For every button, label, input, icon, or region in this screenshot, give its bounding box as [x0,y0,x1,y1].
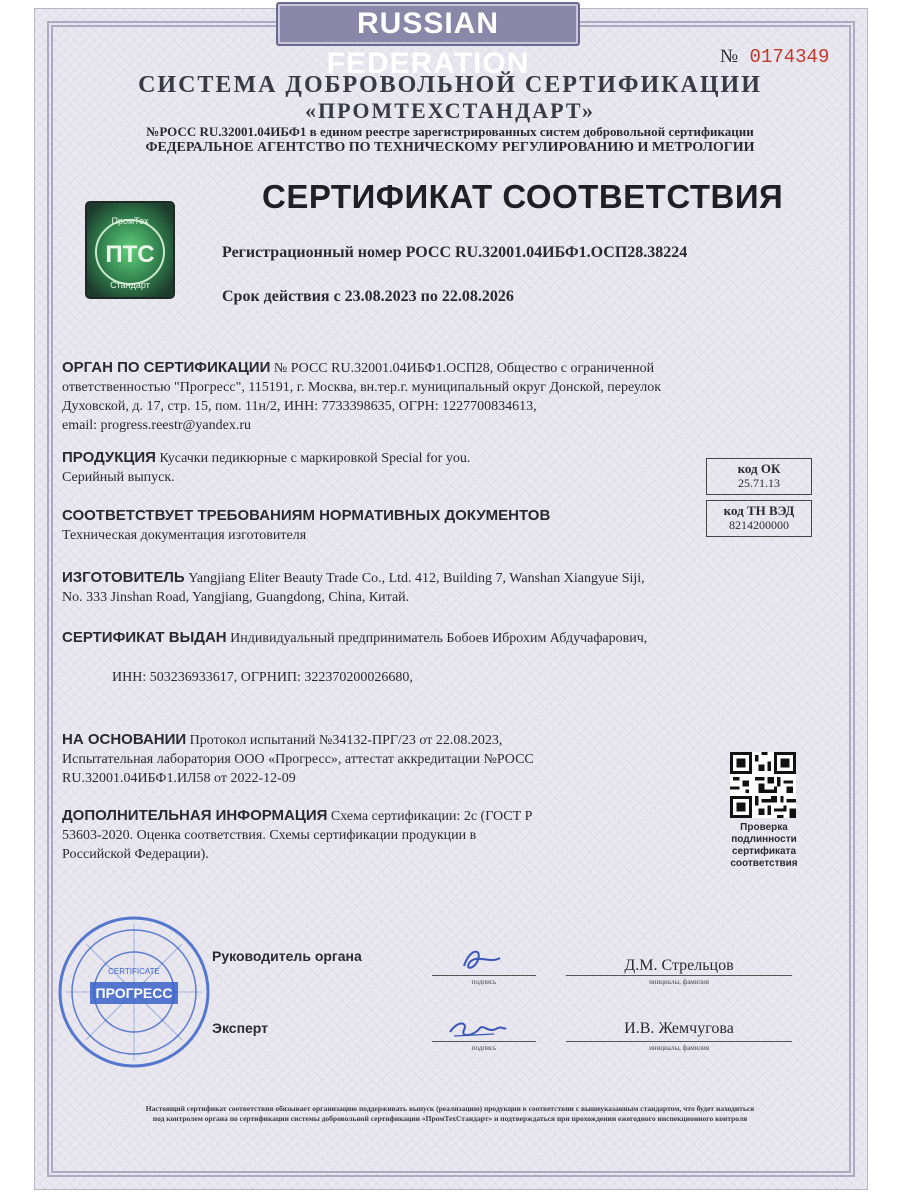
qr-caption-line-2: подлинности [731,834,797,845]
promtech-logo-icon [84,200,176,300]
organ-line-3: Духовской, д. 17, стр. 15, пом. 11н/2, ИНН: 7733398635, ОГРН: 1227700834613, [62,399,537,414]
head-sign-label: Руководитель органа [212,948,362,964]
additional-text-3: Российской Федерации). [62,847,209,862]
registration-number: Регистрационный номер РОСС RU.32001.04ИБФ1.ОСП28.38224 [222,244,688,261]
basis-text-2: Испытательная лаборатория ООО «Прогресс», аттестат аккредитации №РОСС [62,752,534,767]
expert-sign-sub-name: инициалы, фамилия [649,1044,709,1052]
manufacturer-text-1: Yangjiang Eliter Beauty Trade Co., Ltd. 412, Building 7, Wanshan Xiangyue Siji, [188,571,645,586]
additional-text-1: Схема сертификации: 2с (ГОСТ Р [330,809,533,824]
tnved-code-value: 8214200000 [729,518,789,532]
certification-body-section [62,358,792,435]
additional-info-section [62,806,662,864]
agency-line: ФЕДЕРАЛЬНОЕ АГЕНТСТВО ПО ТЕХНИЧЕСКОМУ РЕГУЛИРОВАНИЮ И МЕТРОЛОГИИ [145,140,755,155]
issued-text-2: ИНН: 503236933617, ОГРНИП: 322370200026680, [112,670,413,685]
expert-name-line [566,1041,792,1042]
issued-label: СЕРТИФИКАТ ВЫДАН [62,629,227,646]
product-label: ПРОДУКЦИЯ [62,449,156,466]
ok-code-value: 25.71.13 [738,476,780,490]
conformity-label: СООТВЕТСТВУЕТ ТРЕБОВАНИЯМ НОРМАТИВНЫХ ДОКУМЕНТОВ [62,507,551,524]
organ-line-4: email: progress.reestr@yandex.ru [62,418,251,433]
tnved-code-box [706,500,812,537]
system-name: «ПРОМТЕХСТАНДАРТ» [305,98,595,123]
ok-code-box [706,458,812,495]
basis-label: НА ОСНОВАНИИ [62,731,187,748]
logo-mark-text: ПТС [105,241,155,268]
issued-to-section [62,628,812,648]
expert-sign-label: Эксперт [212,1020,269,1036]
head-sign-name: Д.М. Стрельцов [624,957,734,974]
expert-sign-name: И.В. Жемчугова [624,1020,734,1037]
basis-text-3: RU.32001.04ИБФ1.ИЛ58 от 2022-12-09 [62,771,296,786]
conformity-section [62,506,692,545]
round-seal-stamp [54,912,214,1072]
qr-caption-line-3: сертификата [731,846,797,857]
expert-sign-sub-sign: подпись [471,1044,497,1052]
head-name-line [566,975,792,976]
organ-label: ОРГАН ПО СЕРТИФИКАЦИИ [62,359,271,376]
stamp-center-text: ПРОГРЕСС [95,985,173,1001]
footnote [60,1104,840,1124]
logo-top-text: ПромТех [111,216,149,226]
validity-period: Срок действия с 23.08.2023 по 22.08.2026 [222,288,514,305]
expert-signature-icon [444,1016,510,1042]
footnote-line-2: под контролем органа по сертификации системы добровольной сертификации «ПромТехСтандарт» и подтверждаться при прохождении ежегодного инспекционного контроля [152,1114,748,1123]
conformity-text: Техническая документация изготовителя [62,528,307,543]
issued-text-1: Индивидуальный предприниматель Бобоев Иброхим Абдучафарович, [230,631,648,646]
organ-line-2: ответственностью "Прогресс", 115191, г. Москва, вн.тер.г. муниципальный округ Донской, переулок [62,380,662,395]
organ-line-1 [62,358,792,378]
basis-section [62,730,662,788]
manufacturer-section [62,568,812,607]
serial-value: 0174349 [749,46,830,68]
head-sign-sub-sign: подпись [471,978,497,986]
ok-code-label: код ОК [737,461,781,476]
system-title: СИСТЕМА ДОБРОВОЛЬНОЙ СЕРТИФИКАЦИИ [138,72,762,98]
additional-label: ДОПОЛНИТЕЛЬНАЯ ИНФОРМАЦИЯ [62,807,328,824]
serial-prefix: № [720,46,739,67]
product-text: Кусачки педикюрные с маркировкой Special for you. [159,451,471,466]
head-sign-sub-name: инициалы, фамилия [649,978,709,986]
head-signature-icon [456,944,506,978]
stamp-small-text: CERTIFICATE [108,967,160,976]
product-release: Серийный выпуск. [62,470,175,485]
serial-number [720,46,829,68]
organ-text-1: № РОСС RU.32001.04ИБФ1.ОСП28, Общество с ограниченной [273,361,655,376]
basis-text-1: Протокол испытаний №34132-ПРГ/23 от 22.08.2023, [189,733,503,748]
qr-caption [716,822,812,870]
footnote-line-1: Настоящий сертификат соответствия обязывает организацию поддерживать выпуск (реализацию) продукции в соответствии с вышеуказанным стандартом, что будет находиться [145,1104,755,1113]
qr-code-icon[interactable] [730,752,796,818]
country-banner: RUSSIAN FEDERATION [276,2,580,46]
manufacturer-text-2: No. 333 Jinshan Road, Yangjiang, Guangdong, China, Китай. [62,590,410,605]
qr-caption-line-1: Проверка [740,822,788,833]
qr-caption-line-4: соответствия [730,858,798,869]
logo-bottom-text: Стандарт [110,280,150,290]
registry-line: №РОСС RU.32001.04ИБФ1 в едином реестре зарегистрированных систем добровольной сертификации [146,124,754,139]
tnved-code-label: код ТН ВЭД [723,503,795,518]
expert-sign-line [432,1041,536,1042]
document-title: СЕРТИФИКАТ СООТВЕТСТВИЯ [262,178,784,215]
head-sign-line [432,975,536,976]
product-section [62,448,682,487]
additional-text-2: 53603-2020. Оценка соответствия. Схемы сертификации продукции в [62,828,477,843]
manufacturer-label: ИЗГОТОВИТЕЛЬ [62,569,185,586]
